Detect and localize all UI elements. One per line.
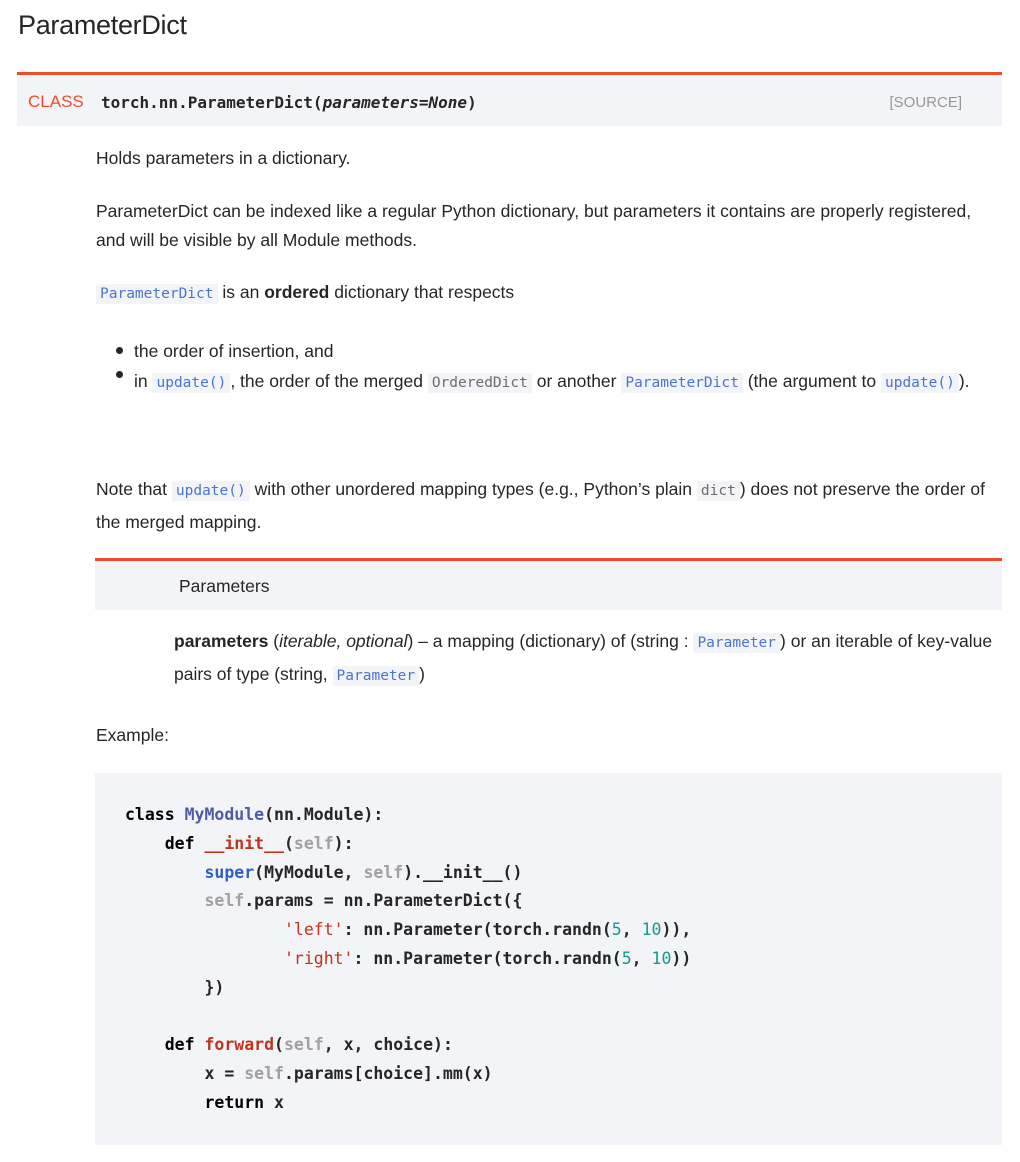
class-keyword: CLASS xyxy=(28,92,84,111)
parameterdict-link[interactable]: ParameterDict xyxy=(621,373,743,393)
param-text: ) or an iterable of key-value pairs of type (string, xyxy=(174,631,993,684)
text-span: is an xyxy=(217,282,265,302)
class-paren-close: ) xyxy=(467,93,477,112)
note-text: with other unordered mapping types (e.g., Python’s plain xyxy=(249,479,697,499)
param-text: ) xyxy=(419,664,425,684)
bullet-text: (the argument to xyxy=(742,371,881,391)
ordereddict-code: OrderedDict xyxy=(428,373,532,393)
description-intro: Holds parameters in a dictionary. xyxy=(96,148,351,168)
update-link[interactable]: update() xyxy=(172,481,250,501)
param-text: ( xyxy=(268,631,280,651)
update-link[interactable]: update() xyxy=(881,373,959,393)
code-listing: class MyModule(nn.Module): def __init__(self): super(MyModule, self).__init__() self.params = nn.ParameterDict({ 'left': nn.Parameter(torch.randn(5, 10)), 'right': nn.Parameter(torch.randn(5, 10)) }) def forward(self, x, choice): x = self.params[choice].mm(x) return x xyxy=(125,805,692,1112)
bullet-text: in xyxy=(134,371,153,391)
bullet-text: or another xyxy=(531,371,622,391)
source-link[interactable]: [SOURCE] xyxy=(889,94,962,111)
parameters-heading: Parameters xyxy=(179,576,270,596)
text-span: dictionary that respects xyxy=(329,282,515,302)
ordered-note xyxy=(96,278,514,309)
class-signature xyxy=(17,72,1002,126)
example-code-block xyxy=(95,773,1002,1145)
note-text: Note that xyxy=(96,479,172,499)
param-text: ) xyxy=(407,631,414,651)
update-note xyxy=(96,474,986,538)
class-qualname: torch.nn.ParameterDict( xyxy=(101,93,323,112)
class-argument: parameters=None xyxy=(322,93,468,112)
note-text: ) does not preserve the order of the merged mapping. xyxy=(96,479,985,532)
parameters-header xyxy=(95,558,1002,610)
page-title: ParameterDict xyxy=(18,10,187,40)
bullet-text: the order of insertion, and xyxy=(134,341,334,361)
parameter-name: parameters xyxy=(174,631,269,651)
parameter-class-link[interactable]: Parameter xyxy=(333,666,420,686)
description-paragraph: ParameterDict can be indexed like a regular Python dictionary, but parameters it contains are properly registered, and will be visible by all Module methods. xyxy=(96,201,972,250)
parameter-type: iterable, optional xyxy=(279,631,408,651)
parameter-description xyxy=(174,626,1002,692)
bullet-text: , the order of the merged xyxy=(230,371,428,391)
dict-code: dict xyxy=(697,481,740,501)
parameter-class-link[interactable]: Parameter xyxy=(693,633,780,653)
class-name xyxy=(101,93,477,112)
param-text: – a mapping (dictionary) of (string : xyxy=(413,631,694,651)
parameterdict-link[interactable]: ParameterDict xyxy=(96,284,218,304)
list-item xyxy=(96,361,996,403)
bullet-text: ). xyxy=(958,371,970,391)
order-bullet-list xyxy=(96,337,996,403)
update-link[interactable]: update() xyxy=(152,373,230,393)
bold-ordered: ordered xyxy=(264,282,330,302)
example-label: Example: xyxy=(96,725,169,745)
